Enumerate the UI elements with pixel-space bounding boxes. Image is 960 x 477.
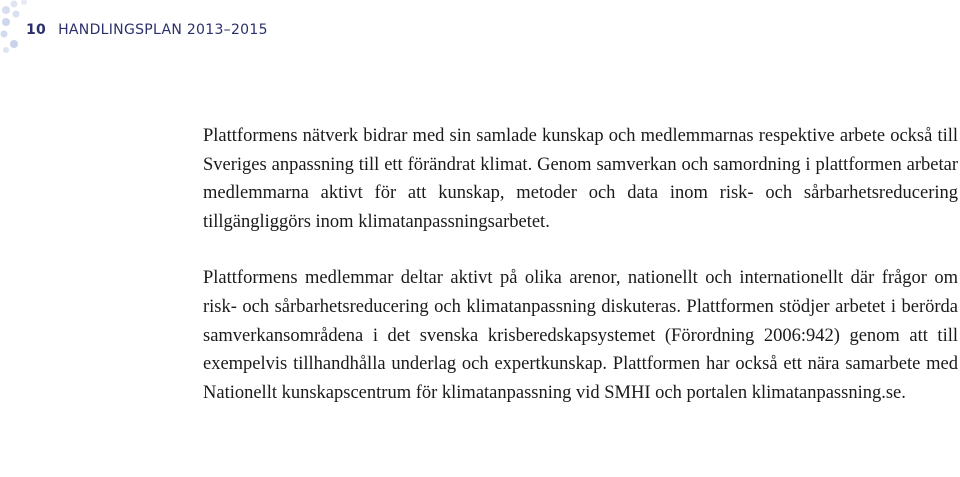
body-text bbox=[203, 122, 958, 435]
paragraph: Plattformens medlemmar deltar aktivt på olika arenor, nationellt och internationellt där frågor om risk- och sårbarhetsreducering och klimatanpassning diskuteras. Plattformen stödjer arbetet i berörda samverkansområdena i det svenska krisberedskapsystemet (Förordning 2006:942) genom att till exempelvis tillhandhålla underlag och expertkunskap. Plattformen har också ett nära samarbete med Nationellt kunskapscentrum för klimatanpassning vid SMHI och portalen klimatanpassning.se. bbox=[203, 268, 958, 403]
document-title: HANDLINGSPLAN 2013–2015 bbox=[58, 22, 268, 38]
page-header bbox=[26, 22, 268, 38]
page-number: 10 bbox=[26, 22, 47, 38]
paragraph: Plattformens nätverk bidrar med sin samlade kunskap och medlemmarnas respektive arbete också till Sveriges anpassning till ett förändrat klimat. Genom samverkan och samordning i plattformen arbetar medlemmarna aktivt för att kunskap, metoder och data inom risk- och sårbarhetsreducering tillgängliggörs inom klimatanpassningsarbetet. bbox=[203, 126, 958, 232]
